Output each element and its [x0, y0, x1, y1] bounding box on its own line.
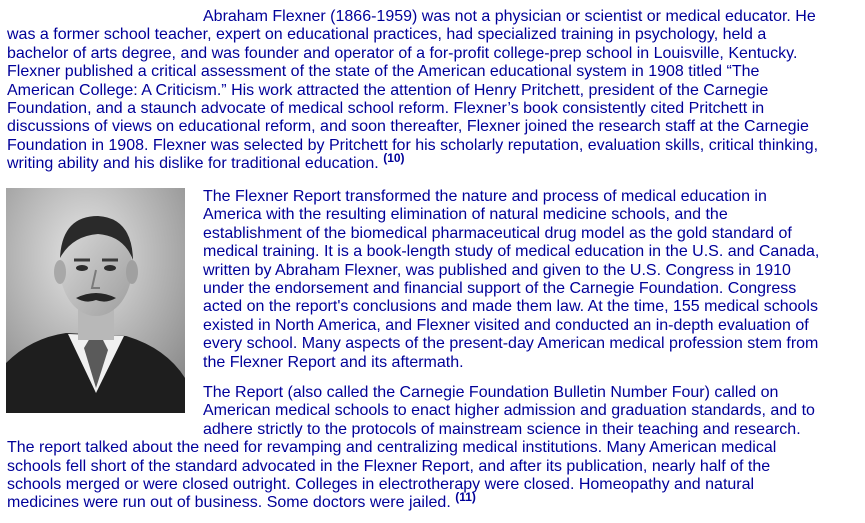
reference-10: (10) — [383, 151, 405, 166]
paragraph-report-impact — [7, 384, 822, 513]
reference-11: (11) — [455, 490, 476, 505]
paragraph-text: The Flexner Report transformed the nature and process of medical education in America with the resulting elimination of natural medicine schools, and the establishment of the biomedical pharmaceutical drug model as the gold standard of medical training. It is a book-length study of medical education in the U.S. and Canada, written by Abraham Flexner, was published and given to the U.S. Congress in 1910 under the endorsement and financial support of the Carnegie Foundation. Congress acted on the report's conclusions and made them law. At the time, 155 medical schools existed in North America, and Flexner visited and conducted an in-depth evaluation of every school. Many aspects of the present-day American medical profession stem from the Flexner Report and its aftermath. — [203, 188, 820, 371]
paragraph-text: Abraham Flexner (1866-1959) was not a physician or scientist or medical educator. He was a former school teacher, expert on educational practices, had specialized training in psychology, held a bachelor of arts degree, and was founder and operator of a for-profit college-prep school in Louisville, Kentucky. Flexner published a critical assessment of the state of the American educational system in 1908 titled “The American College: A Criticism.” His work attracted the attention of Henry Pritchett, president of the Carnegie Foundation, and a staunch advocate of medical school reform. Flexner’s book consistently cited Pritchett in discussions of views on educational reform, and soon thereafter, Flexner joined the research staff at the Carnegie Foundation in 1908. Flexner was selected by Pritchett for his scholarly reputation, evaluation skills, critical thinking, writing ability and his dislike for traditional education. — [7, 8, 819, 173]
paragraph-flexner-report — [7, 188, 822, 416]
paragraph-text: The Report (also called the Carnegie Foundation Bulletin Number Four) called on American medical schools to enact higher admission and graduation standards, and to adhere strictly to the protocols of mainstream science in their teaching and research. The report talked about the need for revamping and centralizing medical institutions. Many American medical schools fell short of the standard advocated in the Flexner Report, and after its publication, nearly half of the schools merged or were closed outright. Colleges in electrotherapy were closed. Homeopathy and natural medicines were run out of business. Some doctors were jailed. — [7, 384, 815, 512]
paragraph-flexner-bio — [7, 8, 822, 174]
